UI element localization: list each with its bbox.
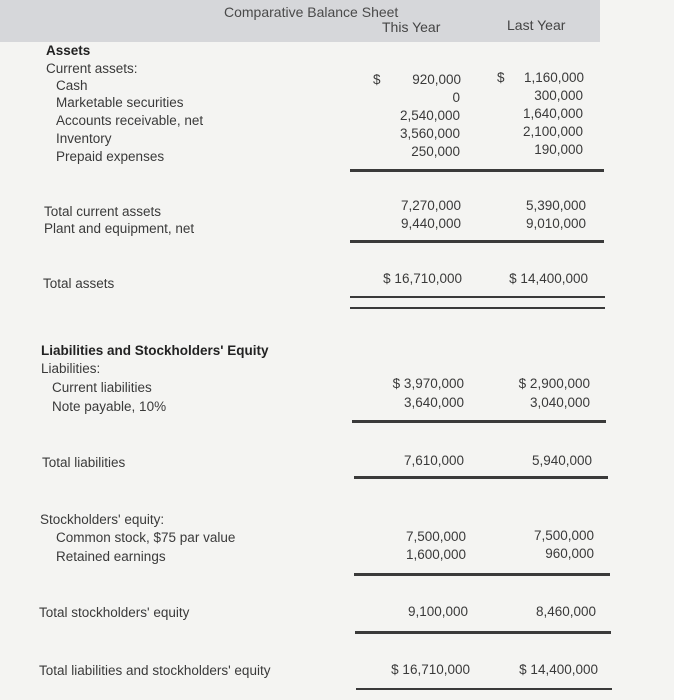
receivable-label: Accounts receivable, net [56, 113, 204, 128]
sheet-title: Comparative Balance Sheet [224, 4, 399, 20]
cash-this-year: 920,000 [412, 72, 461, 87]
cash-dollar-this: $ [373, 72, 381, 87]
note-payable-last-year: 3,040,000 [529, 395, 590, 410]
current-liabilities-label: Current liabilities [52, 380, 152, 395]
marketable-last-year: 300,000 [534, 88, 583, 103]
total-liabilities-this-year: 7,610,000 [403, 453, 464, 468]
inventory-this-year: 3,560,000 [399, 126, 460, 141]
total-assets-label: Total assets [43, 276, 115, 291]
rule-grand-total [356, 688, 612, 690]
rule-current-assets [350, 169, 604, 172]
total-equity-this-year: 9,100,000 [407, 604, 468, 619]
cash-label: Cash [56, 78, 88, 93]
rule-total-equity [355, 631, 611, 634]
inventory-last-year: 2,100,000 [522, 124, 583, 139]
current-liabilities-this-year: $ 3,970,000 [392, 376, 464, 391]
total-assets-this-year: $ 16,710,000 [383, 271, 462, 286]
total-current-assets-label: Total current assets [44, 204, 162, 219]
note-payable-label: Note payable, 10% [52, 399, 167, 414]
current-assets-heading: Current assets: [46, 61, 138, 76]
grand-total-last-year: $ 14,400,000 [519, 662, 598, 677]
inventory-label: Inventory [56, 131, 112, 146]
common-stock-this-year: 7,500,000 [405, 529, 466, 544]
rule-total-assets-2 [350, 307, 605, 309]
liabilities-heading: Liabilities: [41, 361, 101, 376]
marketable-this-year: 0 [452, 90, 460, 105]
total-equity-label: Total stockholders' equity [39, 605, 190, 620]
total-assets-last-year: $ 14,400,000 [509, 271, 588, 286]
retained-earnings-this-year: 1,600,000 [405, 547, 466, 562]
rule-equity [354, 573, 610, 576]
plant-this-year: 9,440,000 [400, 216, 461, 231]
grand-total-this-year: $ 16,710,000 [391, 662, 470, 677]
col-this-year: This Year [382, 19, 441, 35]
retained-earnings-last-year: 960,000 [545, 546, 594, 561]
col-last-year: Last Year [507, 17, 566, 33]
total-equity-last-year: 8,460,000 [535, 604, 596, 619]
equity-heading: Stockholders' equity: [40, 512, 165, 527]
receivable-this-year: 2,540,000 [399, 108, 460, 123]
common-stock-last-year: 7,500,000 [533, 528, 594, 543]
liabilities-equity-heading: Liabilities and Stockholders' Equity [41, 343, 269, 358]
cash-last-year: 1,160,000 [523, 70, 584, 85]
current-liabilities-last-year: $ 2,900,000 [518, 376, 590, 391]
rule-plant [350, 240, 604, 243]
note-payable-this-year: 3,640,000 [403, 395, 464, 410]
total-liabilities-label: Total liabilities [42, 455, 126, 470]
rule-liabilities [352, 420, 606, 423]
grand-total-label: Total liabilities and stockholders' equity [39, 663, 271, 678]
plant-last-year: 9,010,000 [525, 216, 586, 231]
total-liabilities-last-year: 5,940,000 [531, 453, 592, 468]
retained-earnings-label: Retained earnings [56, 549, 166, 564]
prepaid-last-year: 190,000 [534, 142, 583, 157]
plant-label: Plant and equipment, net [44, 221, 195, 236]
total-current-assets-this-year: 7,270,000 [400, 198, 461, 213]
prepaid-label: Prepaid expenses [56, 149, 165, 164]
prepaid-this-year: 250,000 [411, 144, 460, 159]
rule-total-liabilities [354, 476, 608, 479]
cash-dollar-last: $ [497, 70, 505, 85]
total-current-assets-last-year: 5,390,000 [525, 198, 586, 213]
marketable-label: Marketable securities [56, 95, 184, 110]
assets-heading: Assets [46, 43, 91, 58]
rule-total-assets-1 [350, 296, 605, 298]
receivable-last-year: 1,640,000 [522, 106, 583, 121]
common-stock-label: Common stock, $75 par value [56, 530, 236, 545]
